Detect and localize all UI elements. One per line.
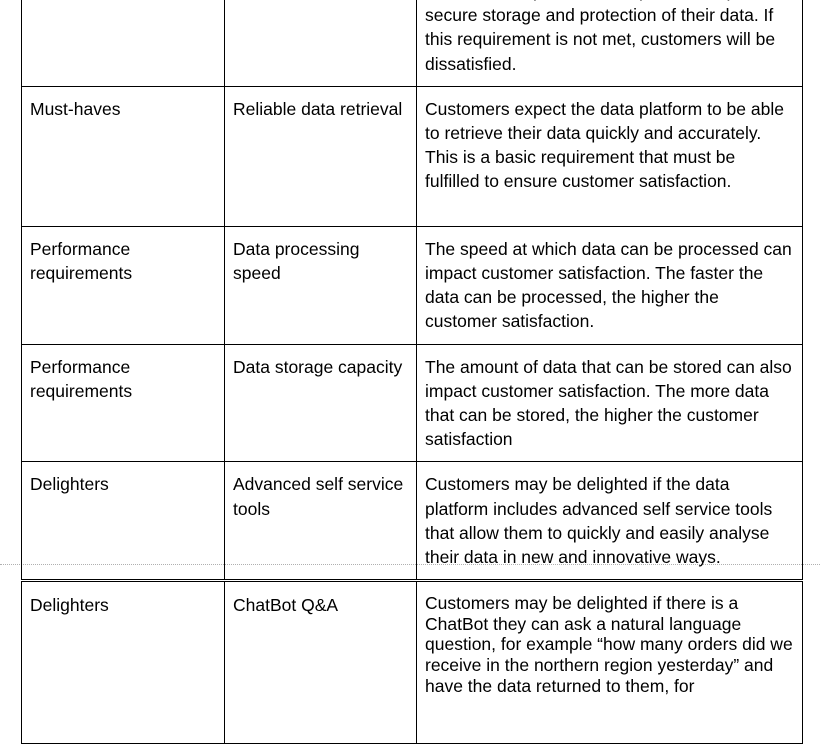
feature-cell	[225, 0, 417, 86]
description-cell: Customers expect the data platform to be able to retrieve their data quickly and accurately. This is a basic requirement that must be fulfilled to ensure customer satisfaction.	[417, 86, 803, 226]
table-row	[22, 0, 803, 86]
requirements-table-container	[21, 0, 802, 744]
table-row	[22, 86, 803, 226]
category-cell	[22, 0, 225, 86]
feature-cell: ChatBot Q&A	[225, 581, 417, 744]
description-cell: The speed at which data can be processed can impact customer satisfaction. The faster the data can be processed, the higher the customer satisfaction.	[417, 226, 803, 344]
description-cell: The amount of data that can be stored can also impact customer satisfaction. The more data that can be stored, the higher the customer satisfaction	[417, 344, 803, 462]
description-cell: Customers may be delighted if the data platform includes advanced self service tools that allow them to quickly and easily analyse their data in new and innovative ways.	[417, 462, 803, 581]
table-row	[22, 226, 803, 344]
category-cell: Must-haves	[22, 86, 225, 226]
table-row	[22, 462, 803, 581]
feature-cell: Reliable data retrieval	[225, 86, 417, 226]
table-row	[22, 581, 803, 744]
category-cell: Performance requirements	[22, 344, 225, 462]
feature-cell: Advanced self service tools	[225, 462, 417, 581]
description-cell: Customers may be delighted if there is a ChatBot they can ask a natural language question, for example “how many orders did we receive in the northern region yesterday” and have the data returned to them, for	[417, 581, 803, 744]
table-row	[22, 344, 803, 462]
description-cell: secure storage and protection of their data. If this requirement is not met, customers will be dissatisfied.	[417, 0, 803, 86]
category-cell: Delighters	[22, 462, 225, 581]
category-cell: Delighters	[22, 581, 225, 744]
requirements-table	[21, 0, 803, 744]
feature-cell: Data processing speed	[225, 226, 417, 344]
feature-cell: Data storage capacity	[225, 344, 417, 462]
category-cell: Performance requirements	[22, 226, 225, 344]
